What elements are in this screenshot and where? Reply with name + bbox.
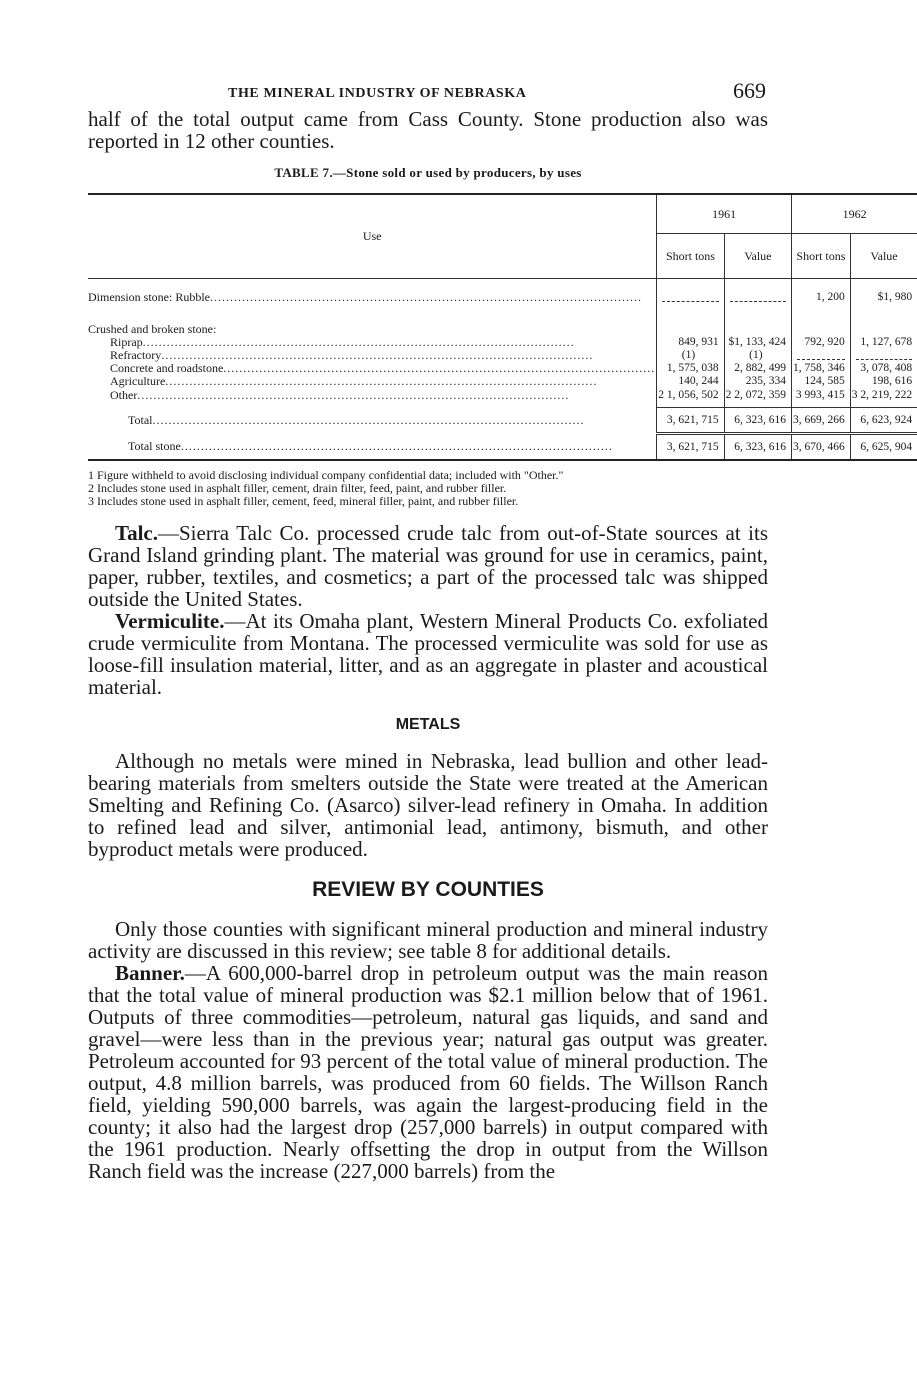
running-head	[88, 76, 768, 106]
table-cell: 3 993, 415	[792, 388, 851, 402]
subheader-value-1962: Value	[850, 234, 917, 279]
table-row	[88, 322, 917, 336]
table-cell: 235, 334	[724, 375, 791, 388]
stone-table	[88, 193, 917, 461]
table-cell: 3, 621, 715	[657, 408, 724, 434]
table-cell: 124, 585	[792, 375, 851, 388]
counties-intro: Only those counties with significant mineral production and mineral industry activity are discussed in this review; see table 8 for additional details.	[88, 916, 768, 963]
table-cell: 3 2, 219, 222	[850, 388, 917, 402]
subheader-tons-1962: Short tons	[792, 234, 851, 279]
row-label: Total stone	[128, 438, 181, 453]
banner-text: —A 600,000-barrel drop in petroleum output was the main reason that the total value of mineral production was $2.1 million below that of 1961. Outputs of three commodities—petroleum, natural gas liquids, and sand and gravel—were less than in the previous year; natural gas output was greater. Petroleum accounted for 93 percent of the total value of mineral production. The output, 4.8 million barrels, was produced from 60 fields. The Willson Ranch field, yielding 590,000 barrels, was again the largest-producing field in the county; it also had the largest drop (257,000 barrels) in output compared with the 1961 production. Nearly offsetting the drop in output from the Willson Ranch field was the increase (227,000 barrels) from the	[88, 960, 768, 1183]
cell-dash	[724, 289, 791, 306]
table-cell: $1, 133, 424	[724, 336, 791, 349]
row-label: Concrete and roadstone	[110, 360, 224, 375]
table-footnotes	[88, 469, 768, 508]
table-cell: 3, 621, 715	[657, 434, 724, 460]
year-header-1962: 1962	[792, 194, 917, 234]
table-cell: 2 1, 056, 502	[657, 388, 724, 402]
table-cell: (1)	[657, 349, 724, 362]
row-label: Dimension stone: Rubble	[88, 289, 210, 304]
table-cell: 3, 669, 266	[792, 408, 851, 434]
row-label: Agriculture	[110, 373, 166, 388]
vermiculite-text: —At its Omaha plant, Western Mineral Products Co. exfoliated crude vermiculite from Montana. The processed vermiculite was sold for use as loose-fill insulation material, litter, and as an aggregate in plaster and acoustical material.	[88, 608, 768, 699]
table-cell: 198, 616	[850, 375, 917, 388]
table-cell: $1, 980	[850, 289, 917, 306]
row-label: Total	[128, 413, 153, 427]
subheader-tons-1961: Short tons	[657, 234, 724, 279]
table-row-total	[88, 408, 917, 434]
table-cell: 1, 575, 038	[657, 362, 724, 375]
talc-paragraph	[88, 522, 768, 610]
cell-dash	[792, 349, 851, 362]
table-cell: 6, 625, 904	[850, 434, 917, 460]
table-cell: 3, 670, 466	[792, 434, 851, 460]
table-row-total-stone	[88, 434, 917, 460]
table-cell: 1, 758, 346	[792, 362, 851, 375]
running-title: THE MINERAL INDUSTRY OF NEBRASKA	[228, 86, 527, 101]
table-row	[88, 289, 917, 306]
table-cell: 6, 323, 616	[724, 408, 791, 434]
banner-run-in: Banner.	[115, 960, 185, 985]
table-title: TABLE 7.—Stone sold or used by producers, by uses	[274, 165, 582, 180]
table-cell: 3, 078, 408	[850, 362, 917, 375]
table-cell: 6, 323, 616	[724, 434, 791, 460]
counties-heading: REVIEW BY COUNTIES	[312, 877, 544, 901]
table-cell: 849, 931	[657, 336, 724, 349]
table-cell: (1)	[724, 349, 791, 362]
table-row	[88, 388, 917, 402]
vermiculite-run-in: Vermiculite.	[115, 608, 225, 633]
intro-paragraph: half of the total output came from Cass County. Stone production also was reported in 12 other counties.	[88, 107, 768, 153]
footnote-2: 2 Includes stone used in asphalt filler, cement, drain filter, feed, paint, and rubber filler.	[88, 480, 507, 495]
table-cell: 792, 920	[792, 336, 851, 349]
row-label: Other	[110, 387, 138, 402]
footnote-3: 3 Includes stone used in asphalt filler, cement, feed, mineral filler, paint, and rubber filler.	[88, 493, 519, 508]
footnote-1: 1 Figure withheld to avoid disclosing individual company confidential data; included with "Other."	[88, 467, 564, 482]
vermiculite-paragraph	[88, 610, 768, 698]
table-cell: 1, 127, 678	[850, 336, 917, 349]
table-cell: 2, 882, 499	[724, 362, 791, 375]
talc-run-in: Talc.	[115, 520, 158, 545]
metals-paragraph: Although no metals were mined in Nebraska, lead bullion and other lead-bearing materials from smelters outside the State were treated at the American Smelting and Refining Co. (Asarco) silver-lead refinery in Omaha. In addition to refined lead and silver, antimonial lead, antimony, bismuth, and other byproduct metals were produced.	[88, 748, 768, 861]
use-header: Use	[88, 194, 657, 279]
table-cell: 6, 623, 924	[850, 408, 917, 434]
cell-dash	[850, 349, 917, 362]
table-cell: 2 2, 072, 359	[724, 388, 791, 402]
subheader-value-1961: Value	[724, 234, 791, 279]
row-label: Crushed and broken stone:	[88, 322, 657, 336]
table-row	[88, 375, 917, 388]
talc-text: —Sierra Talc Co. processed crude talc from out-of-State sources at its Grand Island grinding plant. The material was ground for use in ceramics, paint, paper, rubber, textiles, and cosmetics; a part of the processed talc was shipped outside the United States.	[88, 520, 768, 611]
metals-heading: METALS	[395, 715, 461, 733]
row-label: Riprap	[110, 334, 143, 349]
table-cell: 1, 200	[792, 289, 851, 306]
page-number: 669	[733, 78, 766, 103]
cell-dash	[657, 289, 724, 306]
banner-paragraph	[88, 962, 768, 1182]
year-header-1961: 1961	[657, 194, 792, 234]
row-label: Refractory	[110, 347, 162, 362]
table-cell: 140, 244	[657, 375, 724, 388]
page	[88, 76, 913, 1183]
